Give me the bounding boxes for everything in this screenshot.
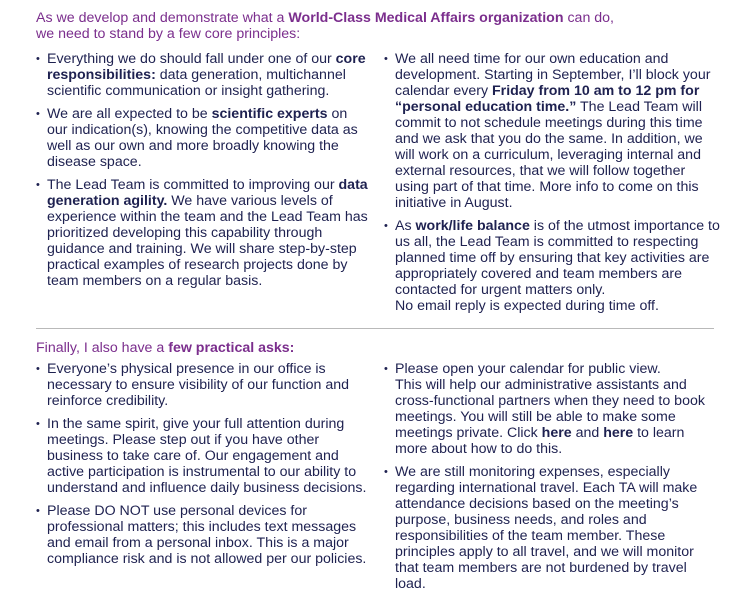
intro-text-2: can do, [563, 10, 614, 26]
principle-item [384, 51, 720, 211]
principles-right-column [384, 51, 720, 321]
principles-left-column [36, 51, 371, 296]
principle-item [36, 106, 371, 170]
calendar-help-link-1[interactable]: here [541, 425, 572, 441]
principle-text: Everything we do should fall under one of our [47, 51, 336, 67]
principle-text: We have various levels of experience within the team and the Lead Team has prioritized developing this capability through guidance and training. We will share step-by-step practical examples of research projects done by team members on a regular basis. [47, 193, 368, 289]
asks-left-column [36, 361, 371, 574]
principle-text: is of the utmost importance to us all, the Lead Team is committed to respecting planned time off by ensuring that key activities are appropriately covered and team members are contacted for urgent matters only. [395, 218, 720, 298]
ask-text: This will help our administrative assistants and cross-functional partners when they need to book meetings. You will still be able to make some meetings private. Click [395, 377, 705, 441]
principle-text: We all need time for our own education and development. Starting in September, I’ll block your calendar every [395, 51, 711, 99]
ask-item: • Everyone’s physical presence in our office is necessary to ensure visibility of our function and reinforce credibility. [36, 361, 371, 409]
ask-text: to learn more about how to do this. [395, 425, 685, 457]
ask-text: and [571, 425, 604, 441]
principle-text: on our indication(s), knowing the competitive data as well as our own and more broadly knowing the disease space. [47, 106, 358, 170]
intro-text-1: As we develop and demonstrate what a [36, 10, 289, 26]
intro-heading [36, 10, 726, 42]
principle-text: The Lead Team will commit to not schedule meetings during this time and we ask that you do the same. In addition, we will work on a curriculum, leveraging internal and external resources, that we will follow together using part of that time. More info to come on this initiative in August. [395, 99, 703, 211]
principle-item [36, 51, 371, 99]
principle-item [384, 218, 720, 314]
asks-right-column [384, 361, 720, 599]
asks-heading-bold: few practical asks: [168, 340, 295, 356]
principle-bold: scientific experts [211, 106, 328, 122]
asks-heading [36, 340, 294, 356]
ask-item [384, 361, 720, 457]
principle-bold: core responsibilities: [47, 51, 366, 83]
principle-text: The Lead Team is committed to improving our [47, 177, 339, 193]
ask-item: • Please DO NOT use personal devices for professional matters; this includes text messages and email from a personal inbox. This is a major compliance risk and is not allowed per our policies. [36, 503, 371, 567]
principle-text: data generation, multichannel scientific communication or insight gathering. [47, 67, 346, 99]
principle-bold: data generation agility. [47, 177, 368, 209]
principle-item [36, 177, 371, 289]
principle-bold: work/life balance [415, 218, 530, 234]
principle-text: As [395, 218, 416, 234]
calendar-help-link-2[interactable]: here [603, 425, 634, 441]
section-divider [36, 328, 714, 329]
intro-line-2: we need to stand by a few core principles: [36, 26, 301, 42]
principle-text: We are all expected to be [47, 106, 212, 122]
asks-heading-text: Finally, I also have a [36, 340, 169, 356]
ask-text: Please open your calendar for public view. [395, 361, 661, 377]
principle-bold: Friday from 10 am to 12 pm for “personal education time.” [395, 83, 700, 115]
ask-item: • In the same spirit, give your full attention during meetings. Please step out if you have other business to take care of. Our engagement and active participation is instrumental to our ability to understand and influence daily business decisions. [36, 416, 371, 496]
intro-bold: World-Class Medical Affairs organization [288, 10, 564, 26]
principle-text: No email reply is expected during time off. [395, 298, 659, 314]
ask-item: • We are still monitoring expenses, especially regarding international travel. Each TA will make attendance decisions based on the meeting’s purpose, business needs, and roles and responsibilities of the team member. These principles apply to all travel, and we will monitor that team members are not burdened by travel load. [384, 464, 720, 592]
